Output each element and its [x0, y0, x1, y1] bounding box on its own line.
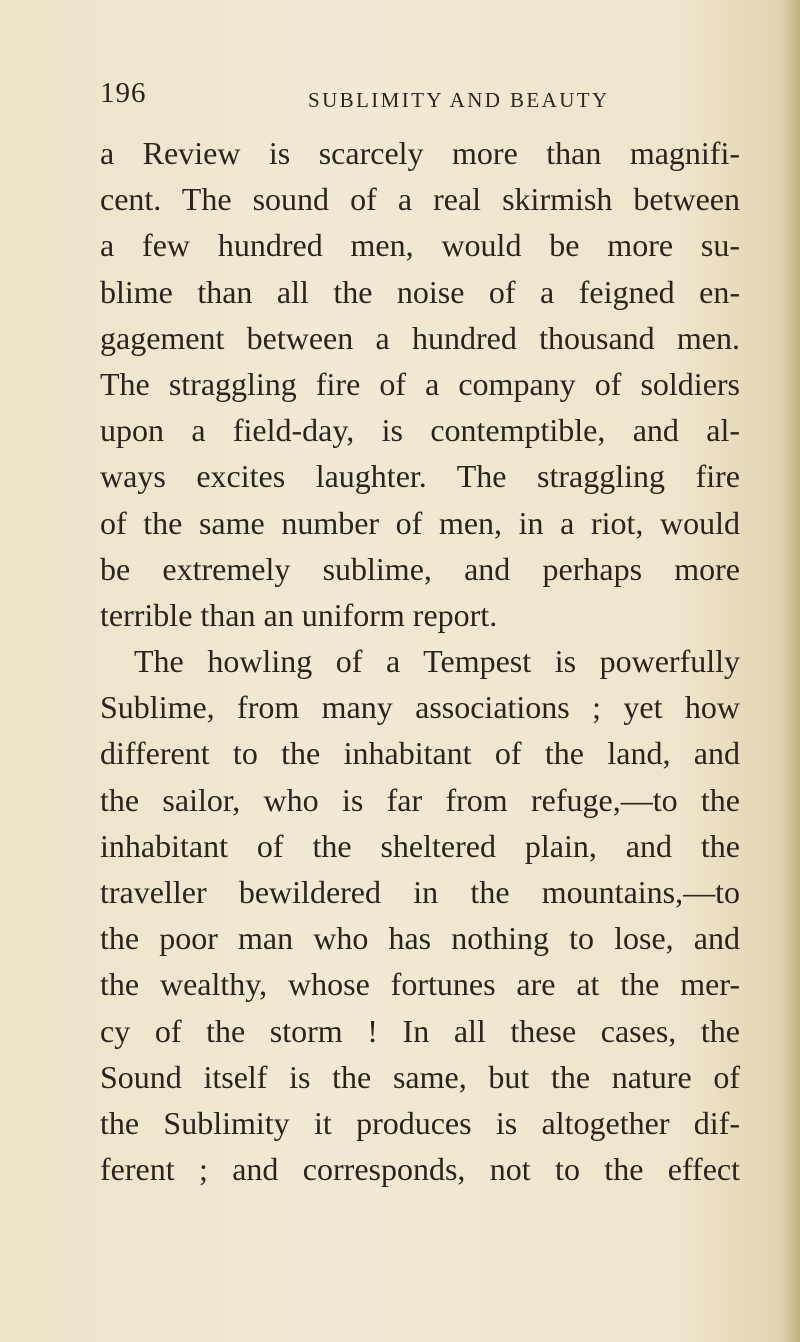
text-line: blime than all the noise of a feigned en- — [100, 273, 740, 310]
text-line: a Review is scarcely more than magnifi- — [100, 135, 740, 171]
text-line: upon a field-day, is contemptible, and al- — [100, 412, 740, 449]
text-line: different to the inhabitant of the land, and — [100, 735, 740, 772]
text-line: the sailor, who is far from refuge,—to the — [100, 781, 740, 818]
text-line: the poor man who has nothing to lose, and — [100, 920, 740, 957]
text-line: Sound itself is the same, but the nature of — [100, 1058, 740, 1095]
text-line: Sublime, from many associations ; yet how — [100, 689, 740, 726]
text-line: ways excites laughter. The straggling fire — [100, 458, 740, 495]
body-text — [100, 130, 740, 1192]
text-line: be extremely sublime, and perhaps more — [100, 550, 740, 587]
text-line: cent. The sound of a real skirmish between — [100, 181, 740, 218]
text-line: gagement between a hundred thousand men. — [100, 319, 740, 356]
text-line: the wealthy, whose fortunes are at the mer- — [100, 966, 740, 1003]
text-line: the Sublimity it produces is altogether dif- — [100, 1104, 740, 1141]
text-line: of the same number of men, in a riot, would — [100, 504, 740, 541]
text-line: cy of the storm ! In all these cases, the — [100, 1012, 740, 1049]
text-line: ferent ; and corresponds, not to the effect — [100, 1151, 740, 1188]
running-head: SUBLIMITY AND BEAUTY — [308, 88, 610, 112]
page-number: 196 — [100, 77, 147, 109]
page-edge-shadow — [782, 0, 800, 1342]
text-line: traveller bewildered in the mountains,—to — [100, 874, 740, 910]
text-line: inhabitant of the sheltered plain, and the — [100, 827, 740, 864]
text-line: The howling of a Tempest is powerfully — [134, 643, 740, 680]
text-line: terrible than an uniform report. — [100, 596, 498, 633]
text-line: a few hundred men, would be more su- — [100, 227, 740, 264]
page-header — [100, 78, 740, 118]
text-line: The straggling fire of a company of soldiers — [100, 365, 740, 402]
